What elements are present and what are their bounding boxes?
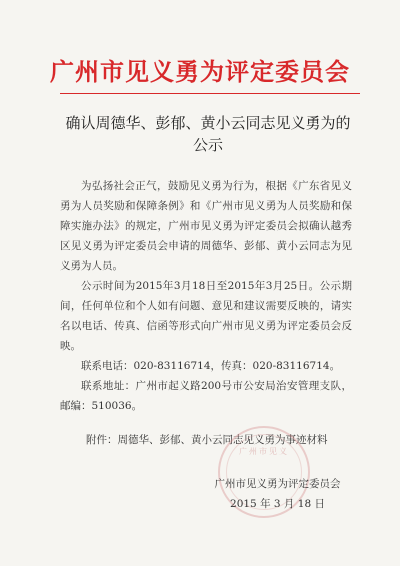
notice-title-line1: 确认周德华、彭郁、黄小云同志见义勇为的 [65, 114, 351, 132]
contact-phone: 联系电话：020-83116714，传真：020-83116714。 [81, 360, 341, 372]
contact-address: 联系地址：广州市起义路200号市公安局治安管理支队，邮编：510036。 [60, 380, 352, 412]
attachment-line: 附件：周德华、彭郁、黄小云同志见义勇为事迹材料 [86, 434, 328, 446]
letterhead-rule [60, 93, 360, 94]
body-paragraph-1: 为弘扬社会正气，鼓励见义勇为行为，根据《广东省见义勇为人员奖励和保障条例》和《广州市见义勇为人员奖励和保障实施办法》的规定，广州市见义勇为评定委员会拟确认越秀区见义勇为评定委员会申请的周德华、彭郁、黄小云同志为见义勇为人员。 [60, 180, 352, 272]
notice-title-line2: 公示 [192, 136, 223, 154]
letterhead-title: 广州市见义勇为评定委员会 [50, 58, 350, 86]
signature-org: 广州市见义勇为评定委员会 [214, 478, 341, 490]
notice-title [58, 112, 358, 156]
notice-body [60, 176, 352, 416]
body-paragraph-2: 公示时间为2015年3月18日至2015年3月25日。公示期间，任何单位和个人如有问题、意见和建议需要反映的，请实名以电话、传真、信函等形式向广州市见义勇为评定委员会反映。 [60, 280, 352, 352]
seal-text: 广州市见义 [239, 447, 289, 456]
signature-date: 2015 年 3 月 18 日 [230, 498, 325, 510]
